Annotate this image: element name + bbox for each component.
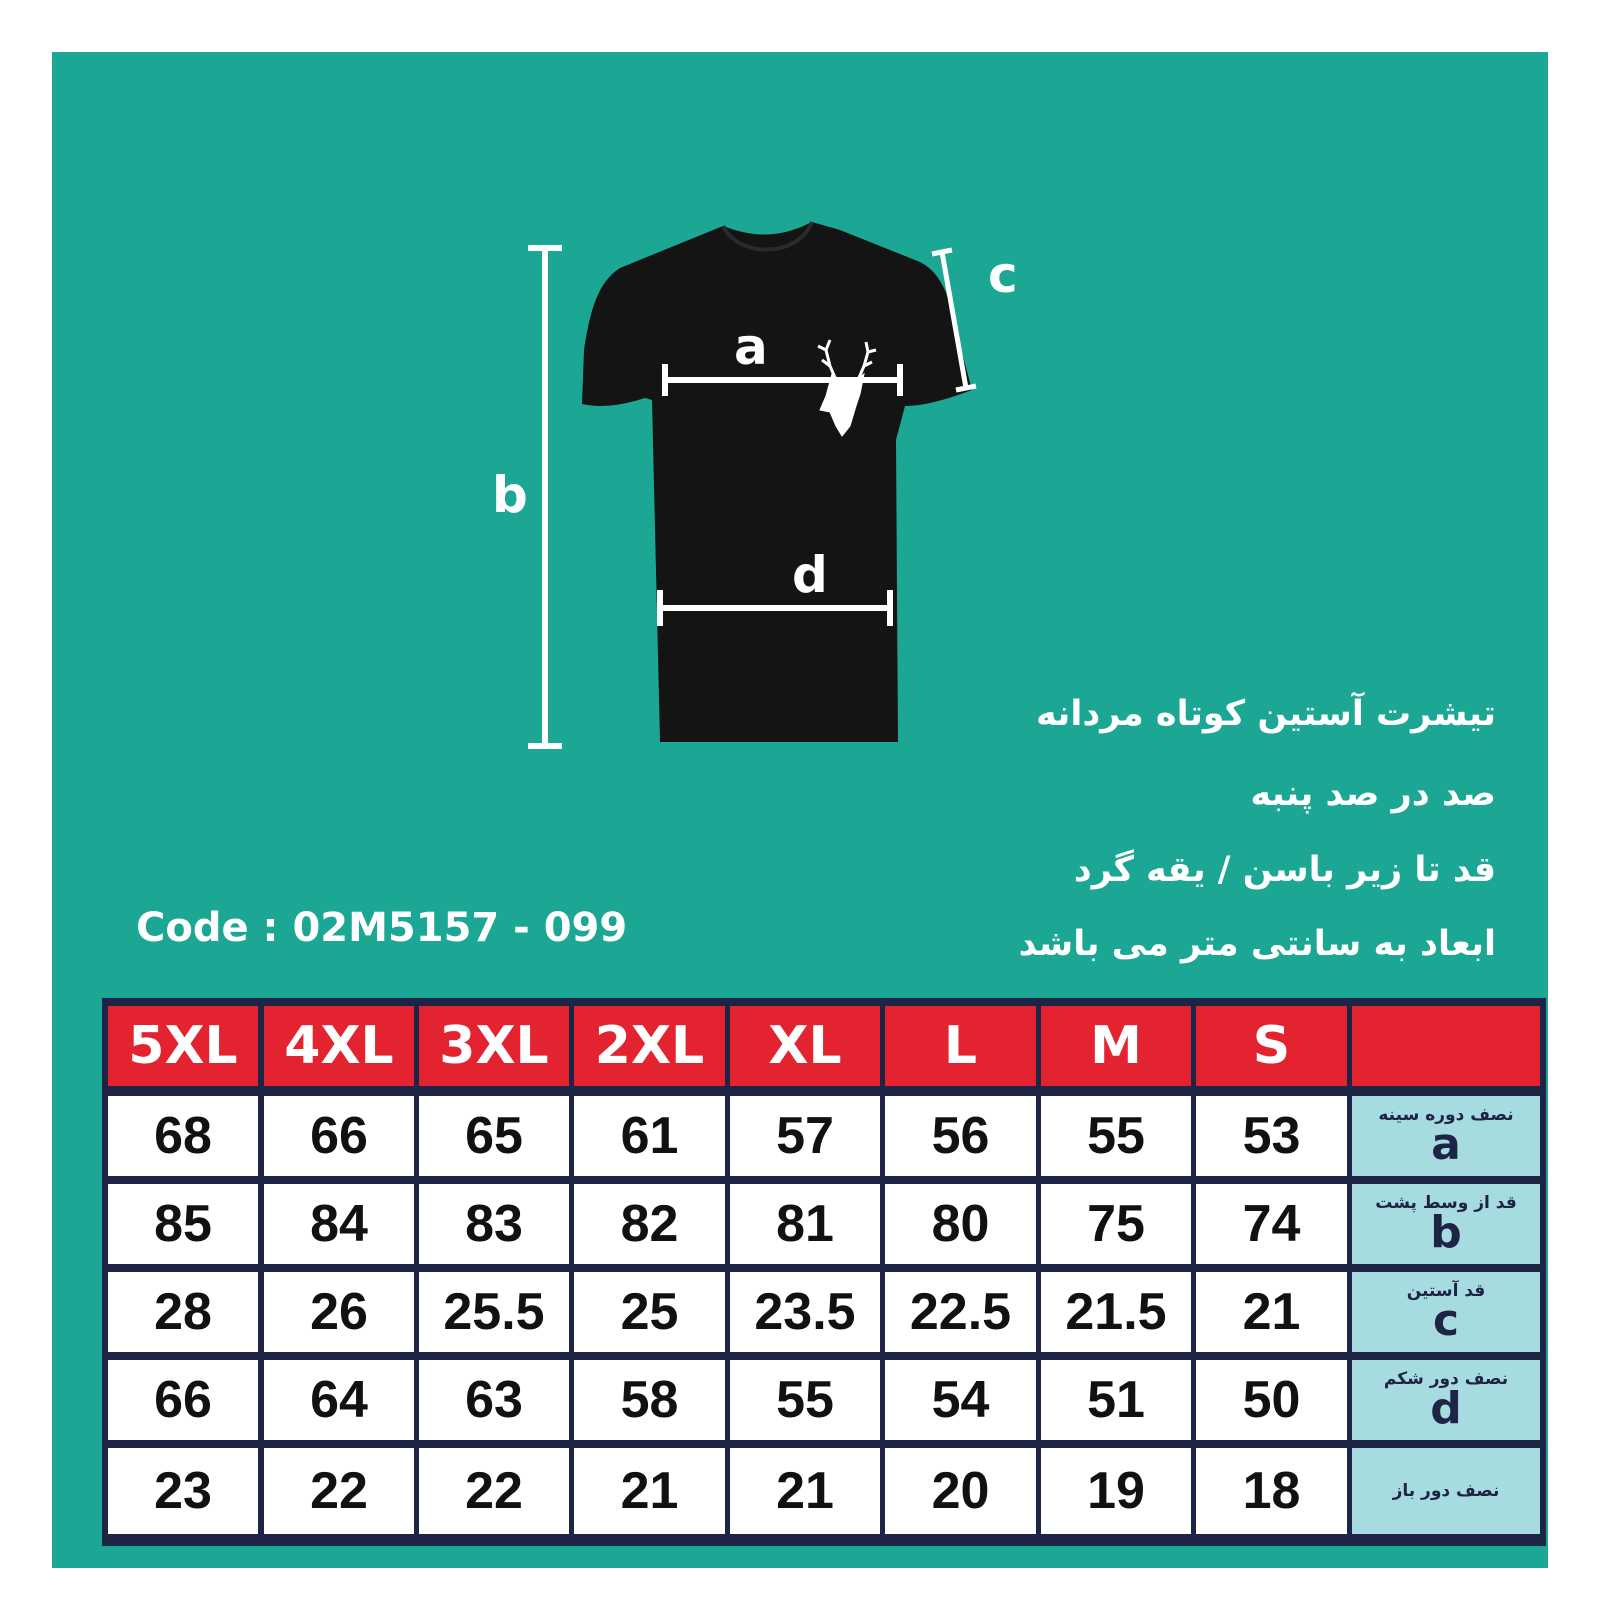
table-cell: 56 [885, 1096, 1036, 1176]
table-cell: 85 [108, 1184, 258, 1264]
product-fit: قد تا زیر باسن / یقه گرد [1073, 850, 1496, 890]
label-d: d [792, 546, 828, 604]
table-cell: 22 [419, 1448, 569, 1534]
product-title: تیشرت آستین کوتاه مردانه [1035, 694, 1496, 734]
table-cell: 21 [574, 1448, 725, 1534]
row-label [1352, 1448, 1540, 1534]
table-cell: 84 [264, 1184, 414, 1264]
tshirt-illustration [480, 200, 1040, 780]
table-cell: 55 [1041, 1096, 1191, 1176]
table-cell: 75 [1041, 1184, 1191, 1264]
size-header-2xl: 2XL [574, 1006, 725, 1086]
size-header-s: S [1196, 1006, 1347, 1086]
table-cell: 63 [419, 1360, 569, 1440]
size-table [102, 998, 1546, 1546]
table-cell: 50 [1196, 1360, 1347, 1440]
label-a: a [734, 318, 768, 376]
table-cell: 26 [264, 1272, 414, 1352]
product-material: صد در صد پنبه [1250, 774, 1496, 814]
table-cell: 64 [264, 1360, 414, 1440]
table-cell: 18 [1196, 1448, 1347, 1534]
row-label [1352, 1272, 1540, 1352]
table-cell: 22 [264, 1448, 414, 1534]
table-cell: 74 [1196, 1184, 1347, 1264]
table-cell: 54 [885, 1360, 1036, 1440]
table-cell: 20 [885, 1448, 1036, 1534]
table-corner-cell [1352, 1006, 1540, 1086]
table-cell: 19 [1041, 1448, 1191, 1534]
table-cell: 21 [730, 1448, 880, 1534]
table-cell: 58 [574, 1360, 725, 1440]
table-cell: 51 [1041, 1360, 1191, 1440]
table-cell: 53 [1196, 1096, 1347, 1176]
table-cell: 23.5 [730, 1272, 880, 1352]
tshirt-figure [480, 200, 1040, 780]
size-header-l: L [885, 1006, 1036, 1086]
row-label [1352, 1184, 1540, 1264]
table-cell: 80 [885, 1184, 1036, 1264]
table-cell: 61 [574, 1096, 725, 1176]
units-note: ابعاد به سانتی متر می باشد [1018, 924, 1496, 964]
label-b: b [492, 466, 528, 524]
table-cell: 55 [730, 1360, 880, 1440]
row-label [1352, 1360, 1540, 1440]
size-header-5xl: 5XL [108, 1006, 258, 1086]
table-cell: 65 [419, 1096, 569, 1176]
table-cell: 21.5 [1041, 1272, 1191, 1352]
measure-line-b [528, 248, 562, 746]
table-cell: 68 [108, 1096, 258, 1176]
size-header-4xl: 4XL [264, 1006, 414, 1086]
table-cell: 83 [419, 1184, 569, 1264]
table-cell: 57 [730, 1096, 880, 1176]
size-header-m: M [1041, 1006, 1191, 1086]
tshirt-shape [582, 222, 972, 742]
size-header-3xl: 3XL [419, 1006, 569, 1086]
row-label-text: قد از وسط پشت [1375, 1192, 1517, 1213]
row-label-text: نصف دور شکم [1383, 1368, 1509, 1389]
table-cell: 25.5 [419, 1272, 569, 1352]
row-label-text: نصف دوره سینه [1378, 1104, 1514, 1125]
size-header-xl: XL [730, 1006, 880, 1086]
row-label-letter: c [1432, 1295, 1460, 1347]
table-cell: 81 [730, 1184, 880, 1264]
table-cell: 66 [264, 1096, 414, 1176]
row-label-letter: d [1430, 1383, 1462, 1435]
row-label-letter: a [1431, 1119, 1461, 1171]
table-cell: 82 [574, 1184, 725, 1264]
table-cell: 25 [574, 1272, 725, 1352]
label-c: c [988, 246, 1018, 304]
table-cell: 23 [108, 1448, 258, 1534]
row-label-letter: b [1430, 1207, 1462, 1259]
table-cell: 21 [1196, 1272, 1347, 1352]
row-label-text: قد آستین [1406, 1280, 1486, 1301]
row-label [1352, 1096, 1540, 1176]
table-cell: 22.5 [885, 1272, 1036, 1352]
row-label-text: نصف دور باز [1392, 1480, 1500, 1501]
product-code: Code : 02M5157 - 099 [136, 905, 628, 951]
table-cell: 28 [108, 1272, 258, 1352]
table-cell: 66 [108, 1360, 258, 1440]
